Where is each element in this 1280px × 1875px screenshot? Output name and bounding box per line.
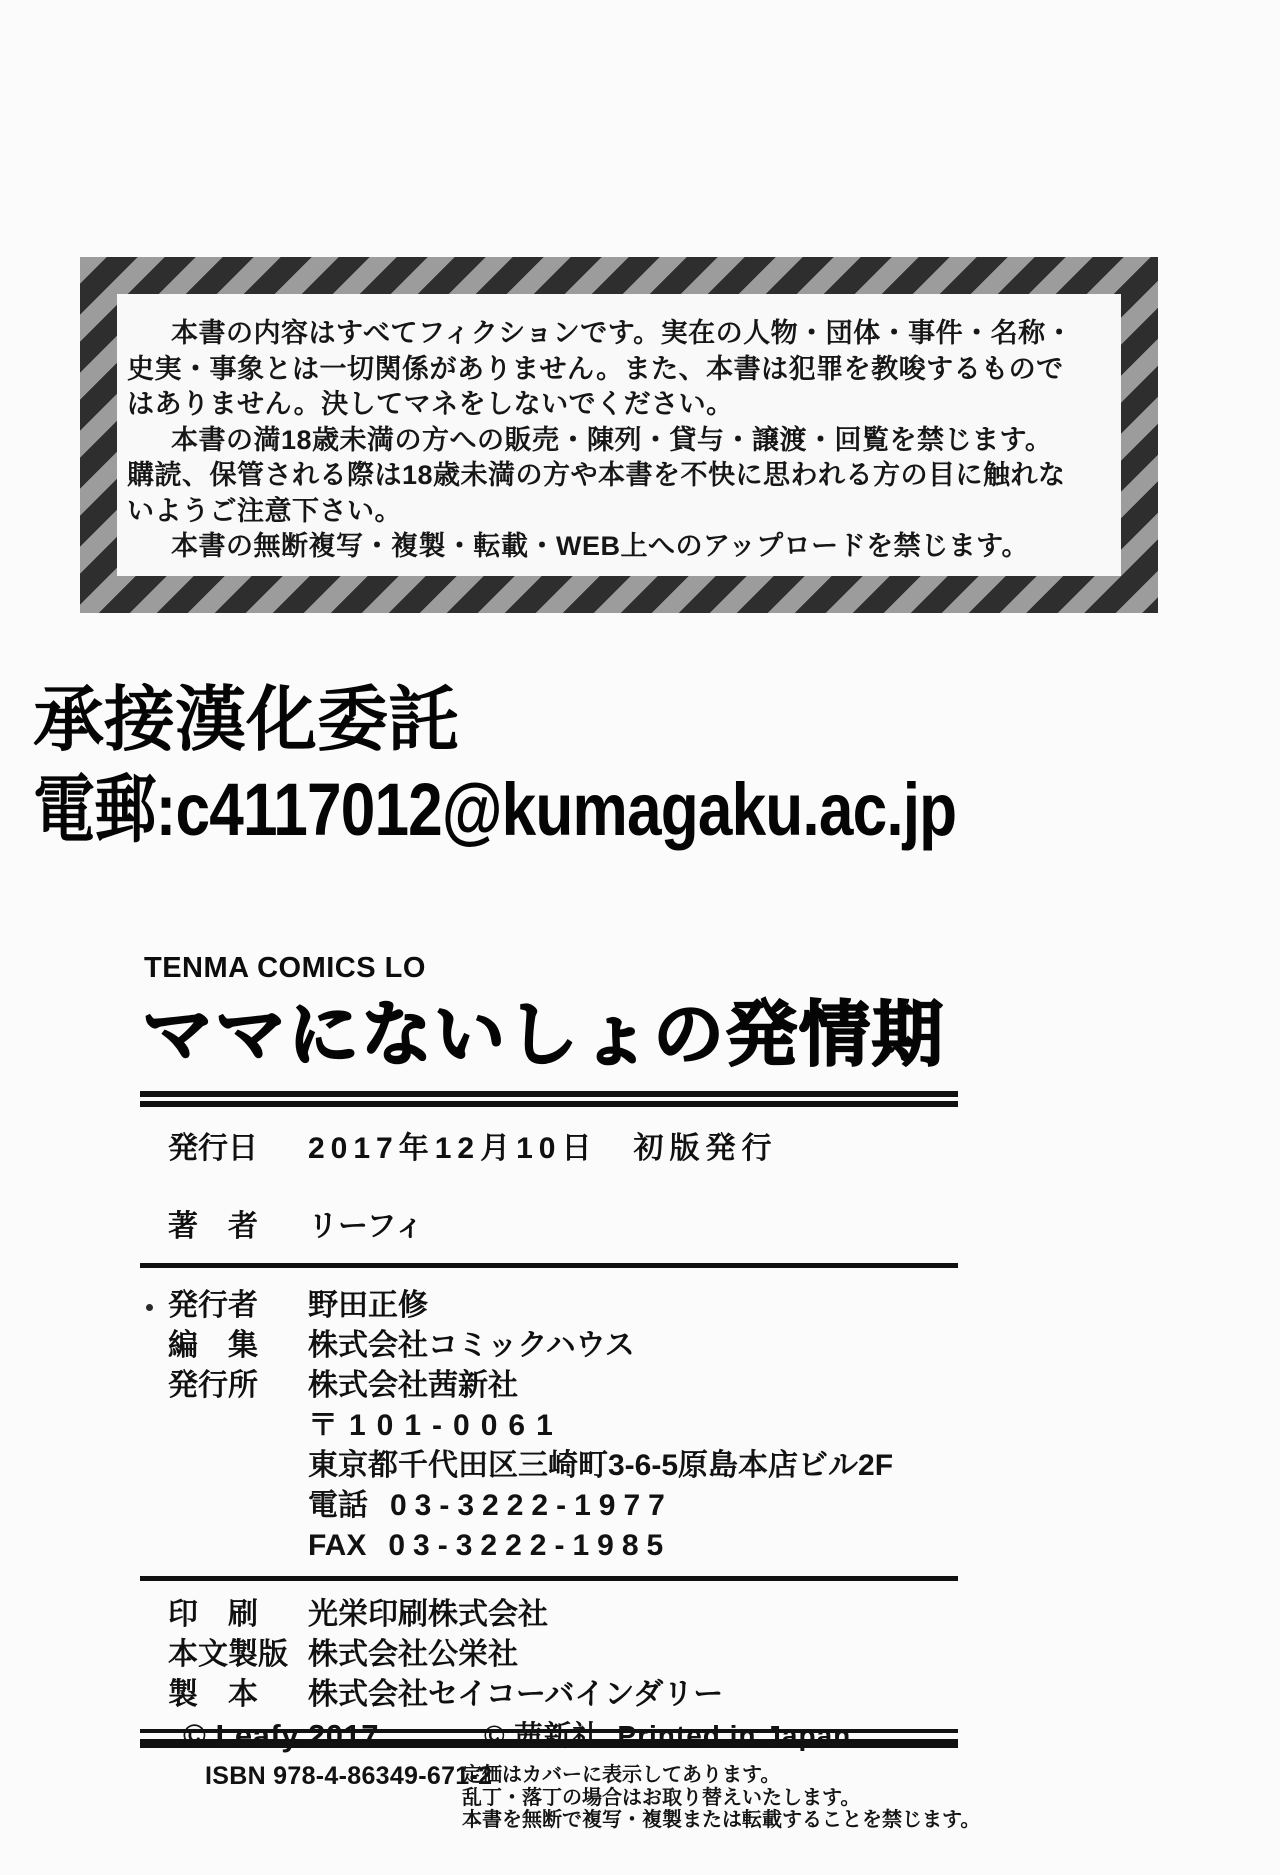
printed-in-japan: Printed in Japan xyxy=(617,1720,852,1751)
row-label: 発行日 xyxy=(168,1132,258,1165)
row-binding xyxy=(140,1675,958,1715)
translation-note xyxy=(33,678,1132,856)
section-divider xyxy=(140,1576,958,1581)
imprint-label: TENMA COMICS LO xyxy=(144,952,426,984)
disclaimer-line: 本書の内容はすべてフィクションです。実在の人物・団体・事件・名称・ xyxy=(171,318,1074,348)
row-typesetting xyxy=(140,1635,958,1675)
translation-note-heading: 承接漢化委託 xyxy=(33,681,460,760)
row-value: リーフィ xyxy=(308,1210,425,1243)
telephone-label: 電話 xyxy=(308,1489,368,1522)
row-label: 著 者 xyxy=(168,1210,258,1243)
disclaimer-line: 本書の無断複写・複製・転載・WEB上へのアップロードを禁じます。 xyxy=(171,531,1029,561)
disclaimer-line: いようご注意下さい。 xyxy=(127,495,402,526)
publisher-postal-code: 〒101-0061 xyxy=(308,1409,564,1442)
note-line: 本書を無断で複写・複製または転載することを禁じます。 xyxy=(462,1809,981,1831)
row-publisher-person xyxy=(140,1286,958,1326)
publisher-copyright xyxy=(484,1714,980,1754)
disclaimer-text-panel xyxy=(117,294,1121,576)
telephone-number: 03-3222-1977 xyxy=(390,1489,673,1522)
publisher-copyright-text: © 茜新社 xyxy=(484,1720,602,1751)
isbn-number: ISBN 978-4-86349-671-2 xyxy=(205,1762,493,1790)
price-and-copy-notes xyxy=(462,1764,980,1832)
disclaimer-box xyxy=(80,257,1158,613)
row-author xyxy=(140,1207,958,1247)
author-copyright: © Leafy 2017 xyxy=(183,1718,380,1753)
row-label: 編 集 xyxy=(168,1329,258,1362)
row-label: 発行所 xyxy=(168,1369,258,1402)
print-speck xyxy=(146,1304,153,1311)
row-value: 野田正修 xyxy=(308,1289,428,1322)
row-editing xyxy=(140,1326,958,1366)
translation-note-email: 電郵:c4117012@kumagaku.ac.jp xyxy=(33,768,957,851)
title-divider xyxy=(140,1091,958,1107)
row-value: 2017年12月10日 初版発行 xyxy=(308,1132,778,1165)
disclaimer-line: 史実・事象とは一切関係がありません。また、本書は犯罪を教唆するもので xyxy=(127,353,1064,384)
footer-right xyxy=(462,1714,980,1832)
row-value: 光栄印刷株式会社 xyxy=(308,1598,548,1631)
publisher-telephone xyxy=(308,1486,958,1526)
disclaimer-line: はありません。決してマネをしないでください。 xyxy=(127,389,734,419)
publisher-street-address: 東京都千代田区三崎町3-6-5原島本店ビル2F xyxy=(308,1449,894,1482)
row-printing xyxy=(140,1595,958,1635)
disclaimer-line: 本書の満18歳未満の方への販売・陳列・貸与・譲渡・回覧を禁じます。 xyxy=(171,424,1053,455)
row-label: 発行者 xyxy=(168,1289,258,1322)
row-publisher xyxy=(140,1366,958,1406)
row-issue-date xyxy=(140,1129,958,1169)
row-label: 製 本 xyxy=(168,1678,258,1711)
note-line: 定価はカバーに表示してあります。 xyxy=(462,1764,781,1786)
colophon-block xyxy=(140,952,958,1748)
row-value: 株式会社セイコーバインダリー xyxy=(308,1678,724,1711)
fax-label: FAX xyxy=(308,1529,367,1562)
note-line: 乱丁・落丁の場合はお取り替えいたします。 xyxy=(462,1786,861,1809)
section-divider xyxy=(140,1263,958,1268)
book-title: ママにないしょの発情期 xyxy=(142,996,946,1075)
row-value: 株式会社公栄社 xyxy=(308,1638,518,1671)
footer-left xyxy=(183,1718,492,1791)
row-label: 印 刷 xyxy=(168,1598,258,1631)
row-label: 本文製版 xyxy=(168,1638,288,1671)
row-value: 株式会社コミックハウス xyxy=(308,1329,635,1362)
colophon-rows xyxy=(140,1129,958,1748)
fax-number: 03-3222-1985 xyxy=(388,1529,672,1562)
publisher-fax xyxy=(308,1526,958,1566)
row-value: 株式会社茜新社 xyxy=(308,1369,518,1402)
disclaimer-line: 購読、保管される際は18歳未満の方や本書を不快に思われる方の目に触れな xyxy=(127,460,1066,490)
